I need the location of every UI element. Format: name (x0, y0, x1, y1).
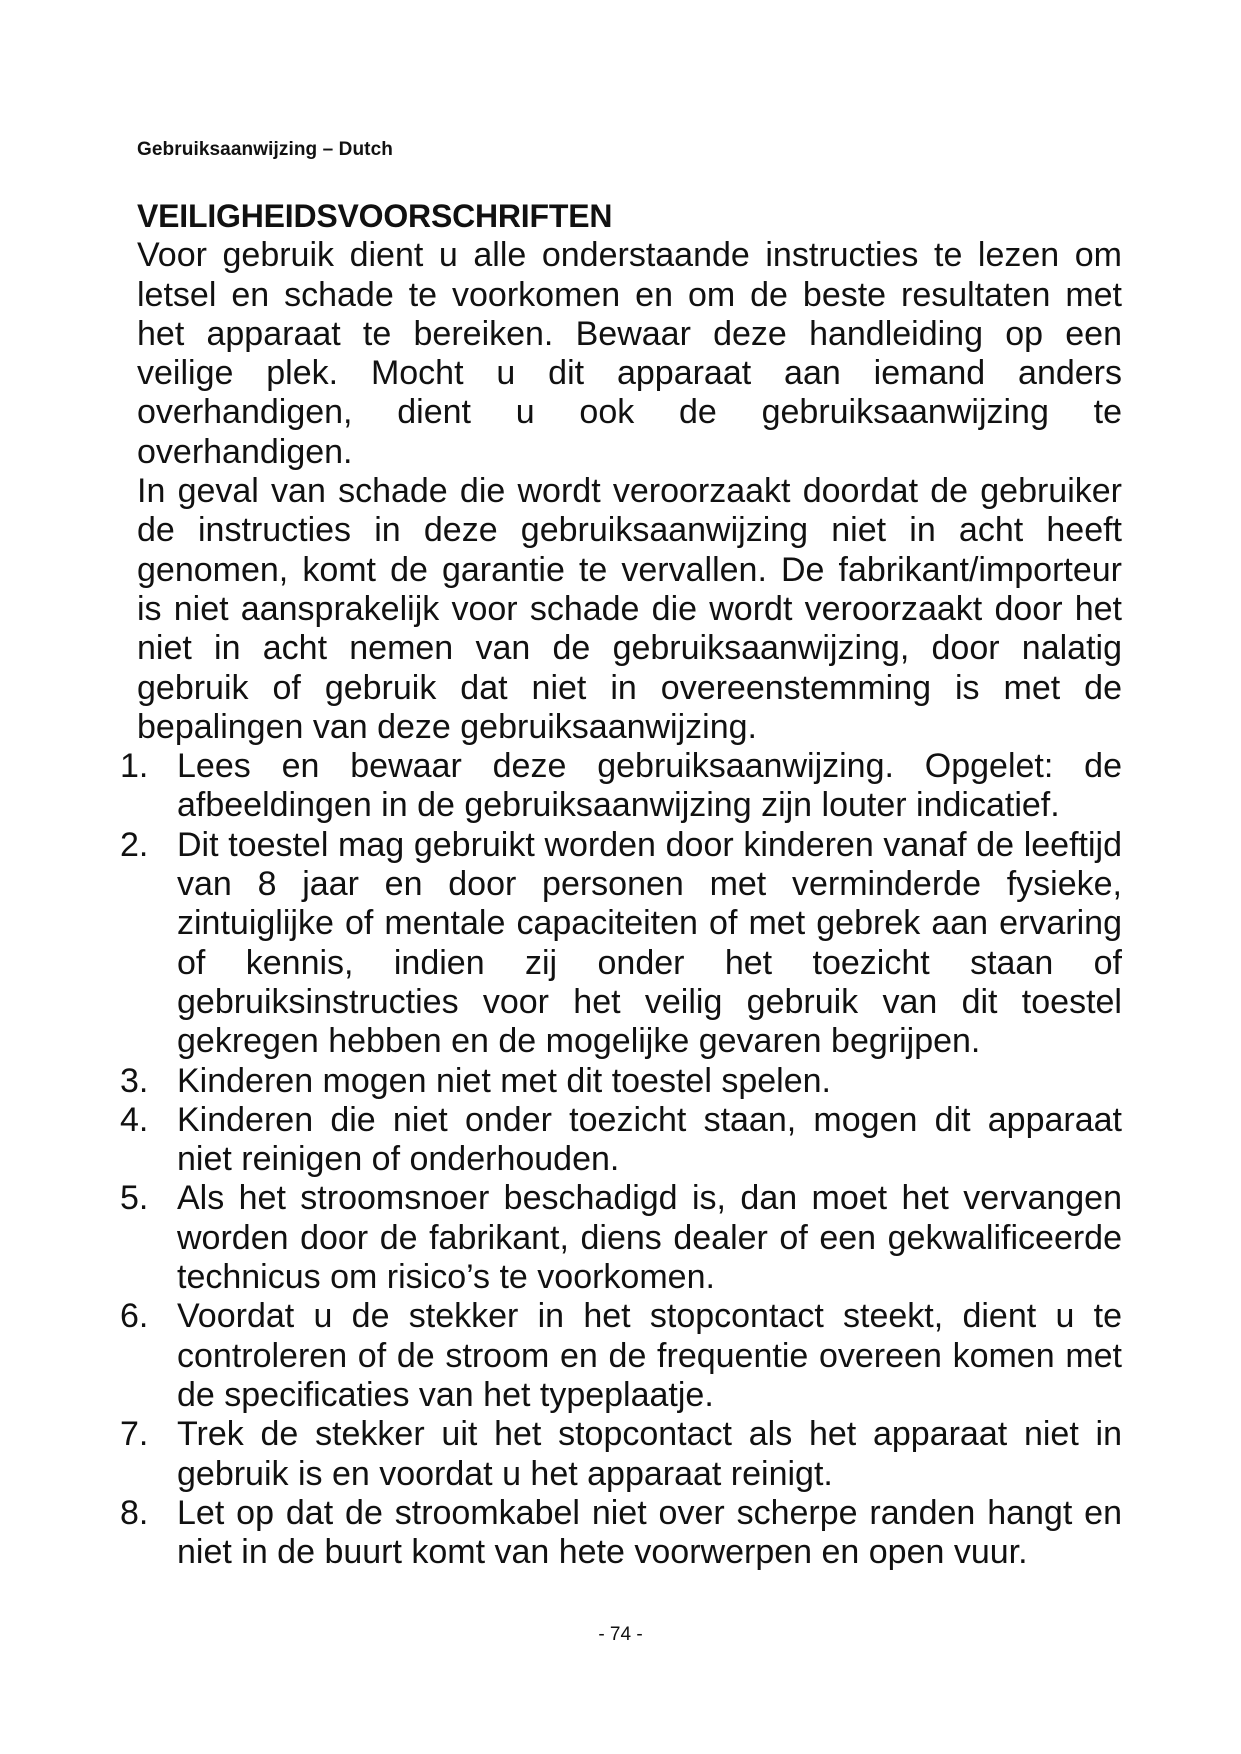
list-item-text: Kinderen die niet onder toezicht staan, mogen dit apparaat niet reinigen of onderhouden. (177, 1100, 1122, 1179)
section-title: VEILIGHEIDSVOORSCHRIFTEN (137, 198, 613, 234)
list-item-number: 8. (120, 1493, 149, 1532)
list-item (120, 826, 1122, 1062)
list-item-text: Dit toestel mag gebruikt worden door kinderen vanaf de leeftijd van 8 jaar en door personen met verminderde fysieke, zintuiglijke of mentale capaciteiten of met gebrek aan ervaring of kennis, indien zij onder het toezicht staan of gebruiksinstructies voor het veilig gebruik van dit toestel gekregen hebben en de mogelijke gevaren begrijpen. (177, 825, 1122, 1061)
list-item (120, 1494, 1122, 1573)
list-item (120, 1179, 1122, 1297)
list-item (120, 747, 1122, 826)
list-item (120, 1101, 1122, 1180)
list-item-number: 5. (120, 1179, 149, 1218)
list-item-text: Voordat u de stekker in het stopcontact steekt, dient u te controleren of de stroom en de frequentie overeen komen met de specificaties van het typeplaatje. (177, 1297, 1122, 1414)
safety-instructions-list (120, 747, 1122, 1572)
list-item-number: 7. (120, 1415, 149, 1454)
list-item-number: 2. (120, 825, 149, 864)
page-number: - 74 - (598, 1624, 643, 1645)
list-item (120, 1297, 1122, 1415)
list-item-number: 6. (120, 1297, 149, 1336)
list-item-text: Lees en bewaar deze gebruiksaanwijzing. Opgelet: de afbeeldingen in de gebruiksaanwijzing zijn louter indicatief. (177, 747, 1122, 825)
list-item-number: 4. (120, 1100, 149, 1139)
list-item-number: 1. (120, 747, 149, 786)
intro-paragraph-1: Voor gebruik dient u alle onderstaande instructies te lezen om letsel en schade te voorkomen en om de beste resultaten met het apparaat te bereiken. Bewaar deze handleiding op een veilige plek. Mocht u dit apparaat aan iemand anders overhandigen, dient u ook de gebruiksaanwijzing te overhandigen. (137, 236, 1122, 471)
list-item-text: Kinderen mogen niet met dit toestel spelen. (177, 1061, 831, 1100)
list-item-text: Als het stroomsnoer beschadigd is, dan moet het vervangen worden door de fabrikant, diens dealer of een gekwalificeerde technicus om risico’s te voorkomen. (177, 1179, 1122, 1297)
document-header: Gebruiksaanwijzing – Dutch (137, 139, 393, 160)
intro-paragraph-2: In geval van schade die wordt veroorzaakt doordat de gebruiker de instructies in deze gebruiksaanwijzing niet in acht heeft genomen, komt de garantie te vervallen. De fabrikant/importeur is niet aansprakelijk voor schade die wordt veroorzaakt door het niet in acht nemen van de gebruiksaanwijzing, door nalatig gebruik of gebruik dat niet in overeenstemming is met de bepalingen van deze gebruiksaanwijzing. (137, 472, 1122, 746)
safety-section (120, 197, 1122, 1572)
list-item-text: Let op dat de stroomkabel niet over scherpe randen hangt en niet in de buurt komt van hete voorwerpen en open vuur. (177, 1493, 1122, 1572)
list-item-text: Trek de stekker uit het stopcontact als het apparaat niet in gebruik is en voordat u het apparaat reinigt. (177, 1415, 1122, 1493)
list-item (120, 1415, 1122, 1494)
list-item (120, 1062, 1122, 1101)
list-item-number: 3. (120, 1061, 149, 1100)
